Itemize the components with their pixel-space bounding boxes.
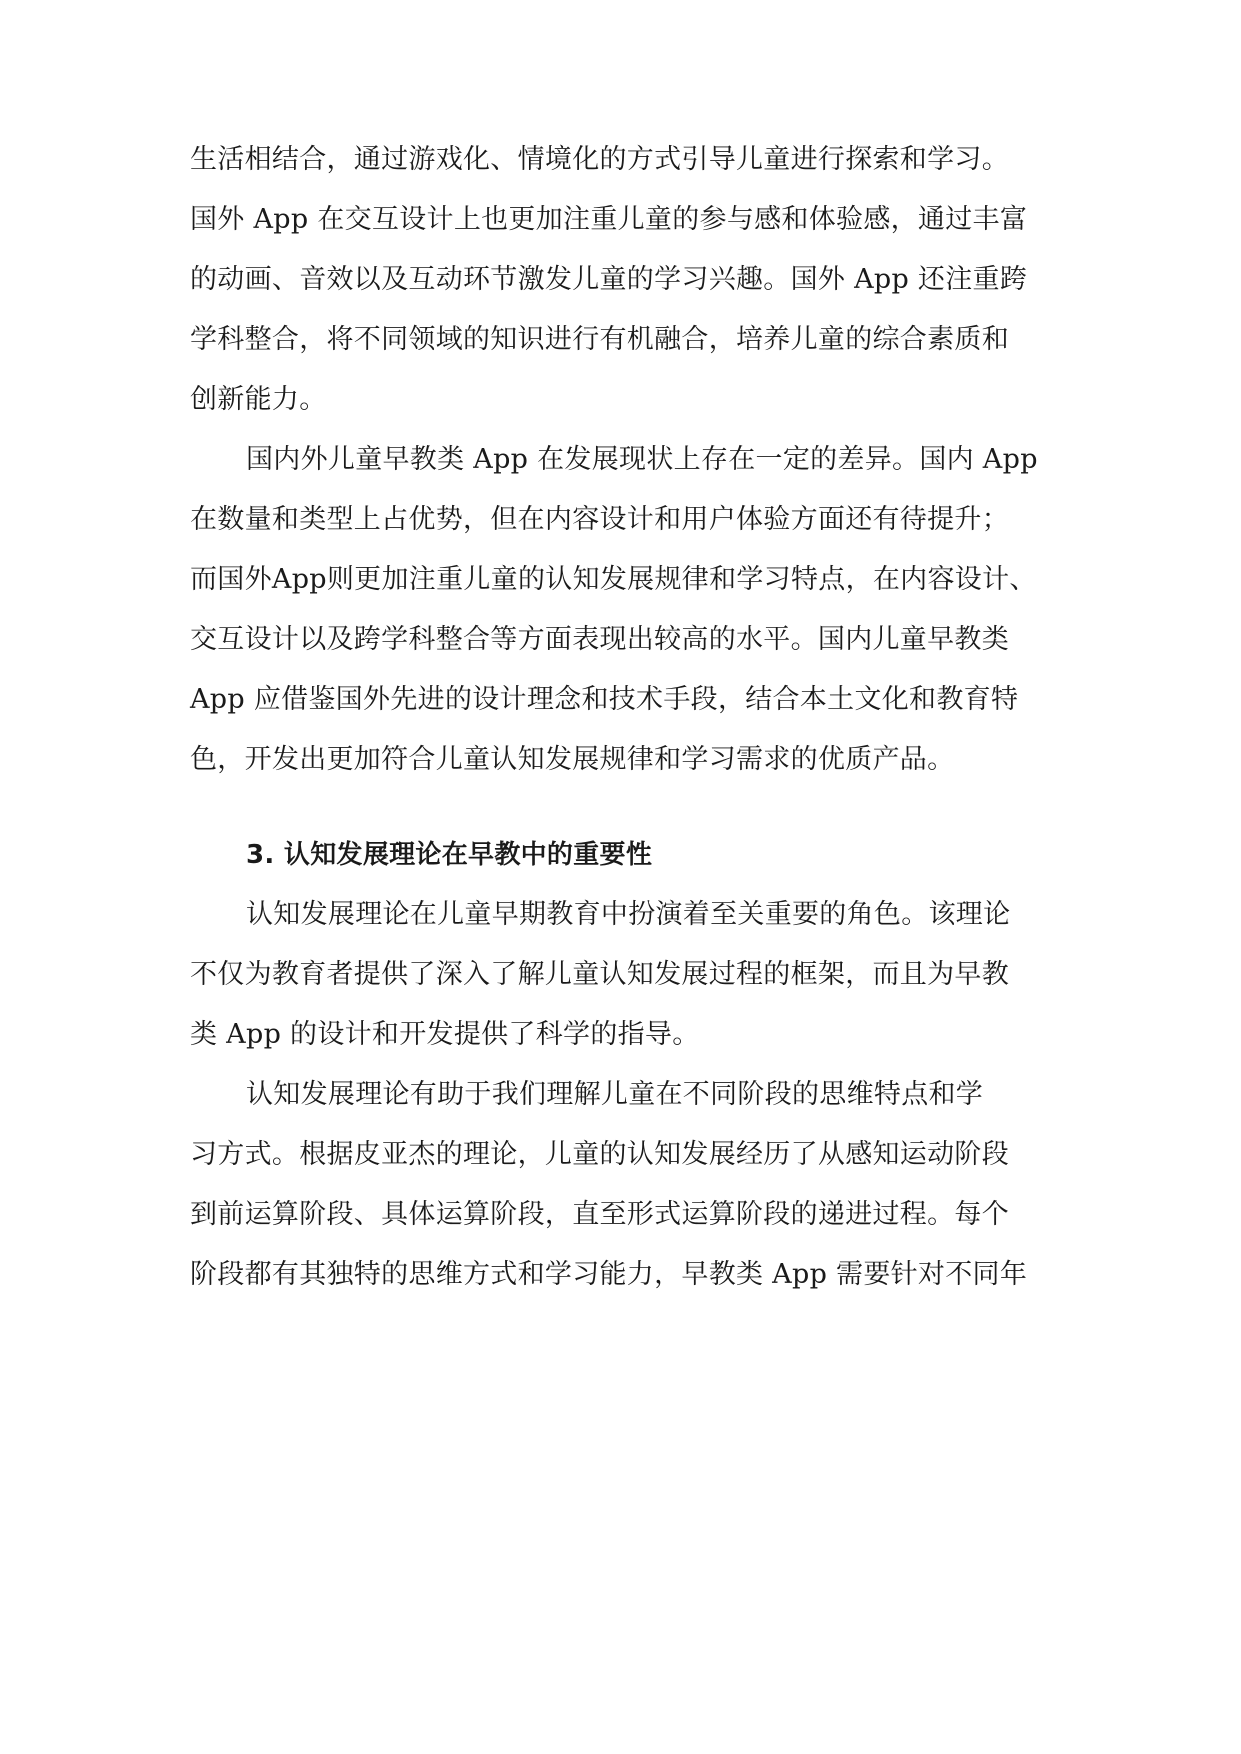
text-line: 认知发展理论在儿童早期教育中扮演着至关重要的角色。该理论	[246, 899, 1011, 930]
text-line: 认知发展理论有助于我们理解儿童在不同阶段的思维特点和学	[246, 1079, 984, 1110]
text-line: 国内外儿童早教类 App 在发展现状上存在一定的差异。国内 App	[246, 444, 1038, 475]
section-heading: 3. 认知发展理论在早教中的重要性	[246, 840, 653, 870]
text-line: 而国外App则更加注重儿童的认知发展规律和学习特点，在内容设计、	[190, 564, 1037, 595]
text-line: 习方式。根据皮亚杰的理论，儿童的认知发展经历了从感知运动阶段	[190, 1139, 1009, 1170]
text-line: 类 App 的设计和开发提供了科学的指导。	[190, 1019, 700, 1050]
text-line: 的动画、音效以及互动环节激发儿童的学习兴趣。国外 App 还注重跨	[190, 264, 1028, 295]
text-line: 创新能力。	[190, 384, 327, 415]
text-line: 到前运算阶段、具体运算阶段，直至形式运算阶段的递进过程。每个	[190, 1199, 1009, 1230]
text-line: 学科整合，将不同领域的知识进行有机融合，培养儿童的综合素质和	[190, 324, 1009, 355]
text-line: 不仅为教育者提供了深入了解儿童认知发展过程的框架，而且为早教	[190, 959, 1009, 990]
text-line: 色，开发出更加符合儿童认知发展规律和学习需求的优质产品。	[190, 744, 955, 775]
text-line: 阶段都有其独特的思维方式和学习能力，早教类 App 需要针对不同年	[190, 1259, 1028, 1290]
text-line: 国外 App 在交互设计上也更加注重儿童的参与感和体验感，通过丰富	[190, 204, 1028, 235]
text-line: 交互设计以及跨学科整合等方面表现出较高的水平。国内儿童早教类	[190, 624, 1009, 655]
text-line: 生活相结合，通过游戏化、情境化的方式引导儿童进行探索和学习。	[190, 144, 1009, 175]
text-line: 在数量和类型上占优势，但在内容设计和用户体验方面还有待提升；	[190, 504, 1009, 535]
text-line: App 应借鉴国外先进的设计理念和技术手段，结合本土文化和教育特	[190, 684, 1019, 715]
